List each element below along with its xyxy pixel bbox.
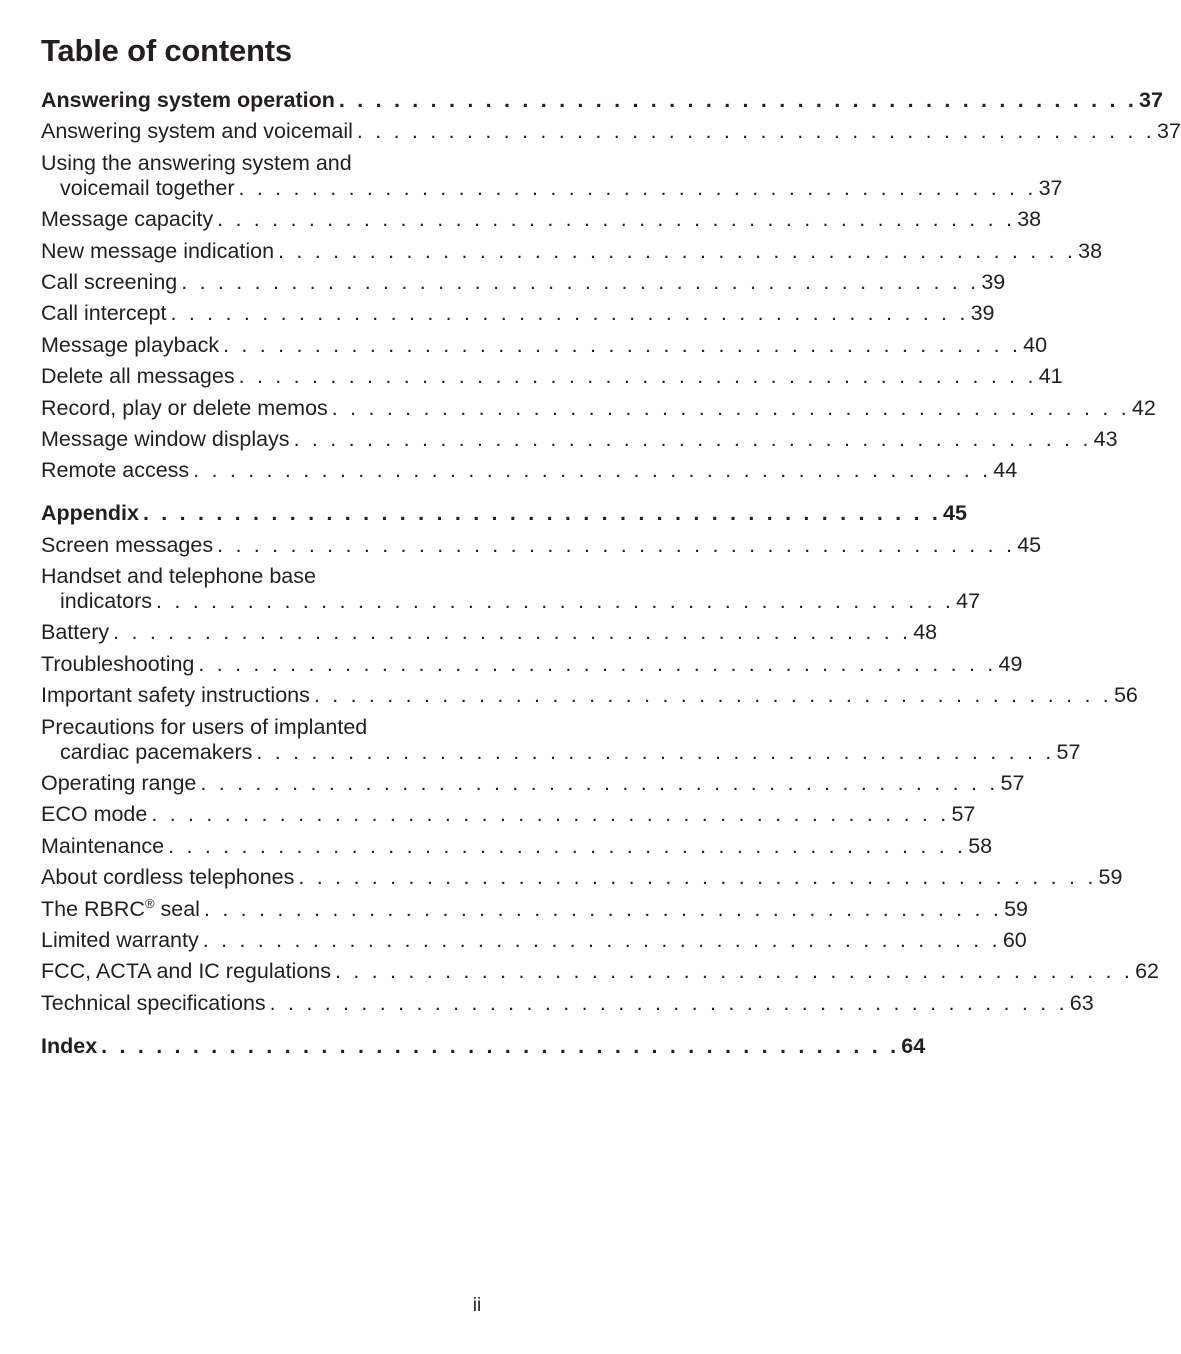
- toc-entry-title: New message indication: [41, 238, 275, 263]
- toc-entry-label: [41, 652, 194, 677]
- toc-entry-title: Troubleshooting: [41, 651, 195, 676]
- toc-page-number: 43: [1093, 426, 1118, 451]
- toc-entry-screen-messages[interactable]: [41, 532, 1042, 558]
- toc-entry-row: [41, 119, 1181, 144]
- dot-leader: . . . . . . . . . . . . . . . . . . . . . . . . . . . . . . . . . . . . . . . . . . . .: [217, 532, 1016, 557]
- toc-entry-voicemail-together[interactable]: [41, 150, 1063, 201]
- toc-page-number: 56: [1113, 683, 1138, 708]
- toc-entry-indicators[interactable]: [41, 564, 981, 614]
- toc-page-number: 41: [1038, 364, 1063, 389]
- toc-entry-eco-mode[interactable]: [41, 802, 976, 827]
- toc-entry-title: ECO mode: [41, 802, 148, 827]
- toc-entry-delete-all-messages[interactable]: [41, 364, 1063, 389]
- toc-page-number: 37: [1139, 88, 1163, 112]
- toc-entry-troubleshooting[interactable]: [41, 651, 1023, 677]
- dot-leader: . . . . . . . . . . . . . . . . . . . . . . . . . . . . . . . . . . . . . . . . . . . .: [238, 364, 1037, 389]
- toc-entry-maintenance[interactable]: [41, 833, 993, 859]
- toc-entry-label: [41, 834, 164, 859]
- toc-entry-the-rbrc[interactable]: [41, 895, 1028, 922]
- dot-leader: . . . . . . . . . . . . . . . . . . . . . . . . . . . . . . . . . . . . . . . . . . . .: [298, 865, 1097, 890]
- toc-entry-label: [41, 458, 189, 483]
- dot-leader: . . . . . . . . . . . . . . . . . . . . . . . . . . . . . . . . . . . . . . . . . . . .: [202, 927, 1001, 952]
- table-of-contents: [41, 88, 1181, 1077]
- toc-page-number: 57: [951, 802, 976, 827]
- toc-page-number: 59: [1004, 896, 1028, 921]
- toc-entry-label: [41, 771, 196, 796]
- toc-entry-title: Message playback: [41, 332, 220, 357]
- registered-mark: ®: [144, 895, 155, 911]
- toc-entry-row: [41, 990, 1094, 1016]
- toc-page-number: 59: [1098, 865, 1123, 890]
- toc-page-number: 39: [970, 301, 995, 326]
- dot-leader: . . . . . . . . . . . . . . . . . . . . . . . . . . . . . . . . . . . . . . . . . . . .: [356, 119, 1155, 144]
- toc-page-number: 37: [1156, 119, 1181, 144]
- dot-leader: . . . . . . . . . . . . . . . . . . . . . . . . . . . . . . . . . . . . . . . . . . . .: [151, 802, 950, 827]
- toc-entry-row: [41, 332, 1048, 358]
- dot-leader: . . . . . . . . . . . . . . . . . . . . . . . . . . . . . . . . . . . . . . . . . . . .: [203, 896, 1003, 921]
- toc-page-number: 57: [1056, 739, 1081, 764]
- toc-entry-label: [41, 207, 213, 232]
- toc-entry-row: [41, 1033, 926, 1059]
- dot-leader: . . . . . . . . . . . . . . . . . . . . . . . . . . . . . . . . . . . . . . . . . . . .: [113, 620, 912, 645]
- dot-leader: . . . . . . . . . . . . . . . . . . . . . . . . . . . . . . . . . . . . . . . . . . . .: [293, 426, 1092, 451]
- toc-page-number: 48: [913, 620, 938, 645]
- toc-entry-important-safety-instructions[interactable]: [41, 683, 1138, 708]
- dot-leader: . . . . . . . . . . . . . . . . . . . . . . . . . . . . . . . . . . . . . . . . . . . .: [256, 739, 1055, 764]
- toc-entry-row: [41, 771, 1025, 796]
- toc-entry-title: Index: [41, 1033, 98, 1058]
- toc-entry-label: [41, 1034, 97, 1059]
- toc-entry-remote-access[interactable]: [41, 458, 1018, 483]
- toc-entry-row: [41, 532, 1042, 558]
- toc-entry-row: [41, 927, 1027, 953]
- toc-entry-label: [41, 991, 266, 1016]
- toc-entry-message-capacity[interactable]: [41, 207, 1042, 232]
- toc-page-number: 60: [1002, 927, 1027, 952]
- toc-entry-label: [60, 589, 152, 614]
- toc-page-number: 63: [1069, 990, 1094, 1015]
- toc-page-number: 57: [1000, 771, 1025, 796]
- toc-entry-title: Message window displays: [41, 426, 290, 451]
- toc-entry-row: [41, 683, 1138, 708]
- dot-leader: . . . . . . . . . . . . . . . . . . . . . . . . . . . . . . . . . . . . . . . . . . . .: [331, 395, 1130, 420]
- toc-entry-label: [41, 501, 139, 526]
- toc-page-number: 47: [956, 589, 981, 614]
- dot-leader: . . . . . . . . . . . . . . . . . . . . . . . . . . . . . . . . . . . . . . . . . . . .: [338, 88, 1137, 112]
- toc-entry-label: [41, 239, 274, 264]
- toc-entry-row: [41, 238, 1103, 264]
- toc-entry-label: [41, 427, 290, 452]
- toc-entry-row: [41, 589, 981, 614]
- toc-entry-title-suffix: seal: [154, 896, 200, 921]
- toc-entry-title: Appendix: [41, 501, 139, 526]
- toc-entry-record-play-or-delete-memos[interactable]: [41, 395, 1156, 421]
- toc-entry-title: FCC, ACTA and IC regulations: [41, 959, 331, 984]
- toc-entry-label: [41, 865, 294, 890]
- toc-page-number: 58: [968, 833, 993, 858]
- dot-leader: . . . . . . . . . . . . . . . . . . . . . . . . . . . . . . . . . . . . . . . . . . . .: [223, 332, 1022, 357]
- toc-entry-title: Record, play or delete memos: [41, 395, 328, 420]
- toc-entry-message-playback[interactable]: [41, 332, 1048, 358]
- toc-entry-title: voicemail together: [60, 175, 235, 200]
- toc-section-index: [41, 1033, 926, 1059]
- toc-section-heading[interactable]: [41, 501, 967, 526]
- toc-entry-label: [41, 620, 109, 645]
- toc-page-number: 42: [1131, 395, 1156, 420]
- dot-leader: . . . . . . . . . . . . . . . . . . . . . . . . . . . . . . . . . . . . . . . . . . . .: [200, 771, 999, 796]
- toc-entry-title: Remote access: [41, 458, 190, 483]
- toc-entry-title: Operating range: [41, 771, 197, 796]
- toc-entry-first-line: Handset and telephone base: [41, 564, 316, 589]
- toc-entry-technical-specifications[interactable]: [41, 990, 1094, 1016]
- toc-entry-cardiac-pacemakers[interactable]: [41, 714, 1081, 765]
- toc-entry-label: [41, 88, 335, 113]
- toc-entry-battery[interactable]: [41, 620, 938, 645]
- toc-entry-message-window-displays[interactable]: [41, 426, 1118, 452]
- toc-entry-title: Technical specifications: [41, 990, 266, 1015]
- toc-entry-new-message-indication[interactable]: [41, 238, 1103, 264]
- dot-leader: . . . . . . . . . . . . . . . . . . . . . . . . . . . . . . . . . . . . . . . . . . . .: [313, 683, 1112, 708]
- toc-page-number: 39: [981, 269, 1006, 294]
- toc-page-number: 64: [901, 1033, 926, 1058]
- toc-entry-row: [41, 395, 1156, 421]
- dot-leader: . . . . . . . . . . . . . . . . . . . . . . . . . . . . . . . . . . . . . . . . . . . .: [170, 301, 969, 326]
- toc-entry-label: [41, 119, 353, 144]
- toc-entry-row: [41, 269, 1006, 295]
- dot-leader: . . . . . . . . . . . . . . . . . . . . . . . . . . . . . . . . . . . . . . . . . . . .: [269, 990, 1068, 1015]
- toc-entry-title: Maintenance: [41, 833, 165, 858]
- toc-entry-title: Call screening: [41, 269, 178, 294]
- dot-leader: . . . . . . . . . . . . . . . . . . . . . . . . . . . . . . . . . . . . . . . . . . . .: [101, 1033, 900, 1058]
- toc-entry-title: The RBRC: [41, 896, 145, 921]
- toc-entry-title: Limited warranty: [41, 927, 199, 952]
- toc-entry-label: [41, 301, 166, 326]
- dot-leader: . . . . . . . . . . . . . . . . . . . . . . . . . . . . . . . . . . . . . . . . . . . .: [198, 651, 997, 676]
- toc-entry-title: Call intercept: [41, 301, 167, 326]
- dot-leader: . . . . . . . . . . . . . . . . . . . . . . . . . . . . . . . . . . . . . . . . . . . .: [217, 207, 1016, 232]
- toc-entry-label: [41, 533, 213, 558]
- toc-entry-first-line: Precautions for users of implanted: [41, 714, 368, 739]
- toc-entry-label: [41, 396, 328, 421]
- toc-entry-row: [41, 865, 1123, 890]
- toc-entry-row: [41, 833, 993, 859]
- toc-entry-row: [41, 802, 976, 827]
- dot-leader: . . . . . . . . . . . . . . . . . . . . . . . . . . . . . . . . . . . . . . . . . . . .: [168, 833, 967, 858]
- toc-entry-row: [41, 301, 995, 326]
- toc-entry-row: [41, 458, 1018, 483]
- toc-entry-row: [41, 364, 1063, 389]
- toc-entry-label: [41, 897, 200, 922]
- dot-leader: . . . . . . . . . . . . . . . . . . . . . . . . . . . . . . . . . . . . . . . . . . . .: [142, 501, 942, 526]
- toc-entry-title: Answering system operation: [41, 88, 335, 112]
- toc-entry-call-intercept[interactable]: [41, 301, 995, 326]
- page-title: Table of contents: [41, 33, 292, 68]
- toc-page-number: 38: [1078, 238, 1103, 263]
- toc-entry-title: Delete all messages: [41, 364, 235, 389]
- toc-entry-label: [60, 176, 234, 201]
- toc-entry-call-screening[interactable]: [41, 269, 1006, 295]
- toc-entry-row: [41, 175, 1063, 201]
- toc-page-number: 37: [1038, 175, 1063, 200]
- toc-entry-limited-warranty[interactable]: [41, 927, 1027, 953]
- toc-entry-label: [41, 802, 147, 827]
- toc-entry-row: [41, 207, 1042, 232]
- toc-entry-row: [41, 651, 1023, 677]
- toc-entry-operating-range[interactable]: [41, 771, 1025, 796]
- toc-section-appendix: [41, 501, 1159, 1015]
- toc-entry-title: Important safety instructions: [41, 683, 310, 708]
- toc-entry-title: Message capacity: [41, 207, 214, 232]
- toc-section-answering-system-operation: [41, 88, 1181, 483]
- dot-leader: . . . . . . . . . . . . . . . . . . . . . . . . . . . . . . . . . . . . . . . . . . . .: [193, 458, 992, 483]
- toc-page-number: 45: [1017, 532, 1042, 557]
- toc-entry-title: Answering system and voicemail: [41, 119, 353, 144]
- toc-entry-label: [41, 683, 310, 708]
- toc-entry-first-line: Using the answering system and: [41, 150, 352, 175]
- toc-page-number: 40: [1023, 332, 1048, 357]
- toc-entry-fcc-acta-and-ic-regulations[interactable]: [41, 959, 1159, 984]
- toc-entry-label: [41, 364, 235, 389]
- toc-entry-label: [60, 740, 252, 765]
- toc-page-number: 49: [998, 651, 1023, 676]
- toc-entry-label: [41, 333, 219, 358]
- toc-section-heading[interactable]: [41, 88, 1163, 113]
- toc-page-number: 38: [1017, 207, 1042, 232]
- toc-page-number: 62: [1135, 959, 1159, 984]
- toc-entry-label: [41, 959, 331, 984]
- toc-page-number: 45: [943, 501, 967, 526]
- toc-entry-title: About cordless telephones: [41, 865, 295, 890]
- toc-entry-label: [41, 270, 177, 295]
- toc-entry-title: cardiac pacemakers: [60, 739, 253, 764]
- toc-section-heading[interactable]: [41, 1033, 926, 1059]
- toc-entry-title: Battery: [41, 620, 110, 645]
- toc-entry-answering-system-and-voicemail[interactable]: [41, 119, 1181, 144]
- dot-leader: . . . . . . . . . . . . . . . . . . . . . . . . . . . . . . . . . . . . . . . . . . . .: [238, 175, 1037, 200]
- dot-leader: . . . . . . . . . . . . . . . . . . . . . . . . . . . . . . . . . . . . . . . . . . . .: [334, 959, 1134, 984]
- page-number: ii: [472, 1295, 482, 1316]
- toc-entry-about-cordless-telephones[interactable]: [41, 865, 1123, 890]
- toc-entry-row: [41, 426, 1118, 452]
- toc-entry-row: [41, 895, 1028, 922]
- toc-entry-row: [41, 620, 938, 645]
- dot-leader: . . . . . . . . . . . . . . . . . . . . . . . . . . . . . . . . . . . . . . . . . . . .: [278, 238, 1077, 263]
- toc-entry-row: [41, 739, 1081, 765]
- toc-page-number: 44: [993, 458, 1018, 483]
- toc-entry-row: [41, 88, 1163, 113]
- toc-entry-title: indicators: [60, 589, 153, 614]
- toc-entry-label: [41, 928, 199, 953]
- dot-leader: . . . . . . . . . . . . . . . . . . . . . . . . . . . . . . . . . . . . . . . . . . . .: [156, 589, 955, 614]
- toc-entry-title: Screen messages: [41, 532, 214, 557]
- toc-entry-row: [41, 501, 967, 526]
- toc-entry-row: [41, 959, 1159, 984]
- dot-leader: . . . . . . . . . . . . . . . . . . . . . . . . . . . . . . . . . . . . . . . . . . . .: [181, 269, 980, 294]
